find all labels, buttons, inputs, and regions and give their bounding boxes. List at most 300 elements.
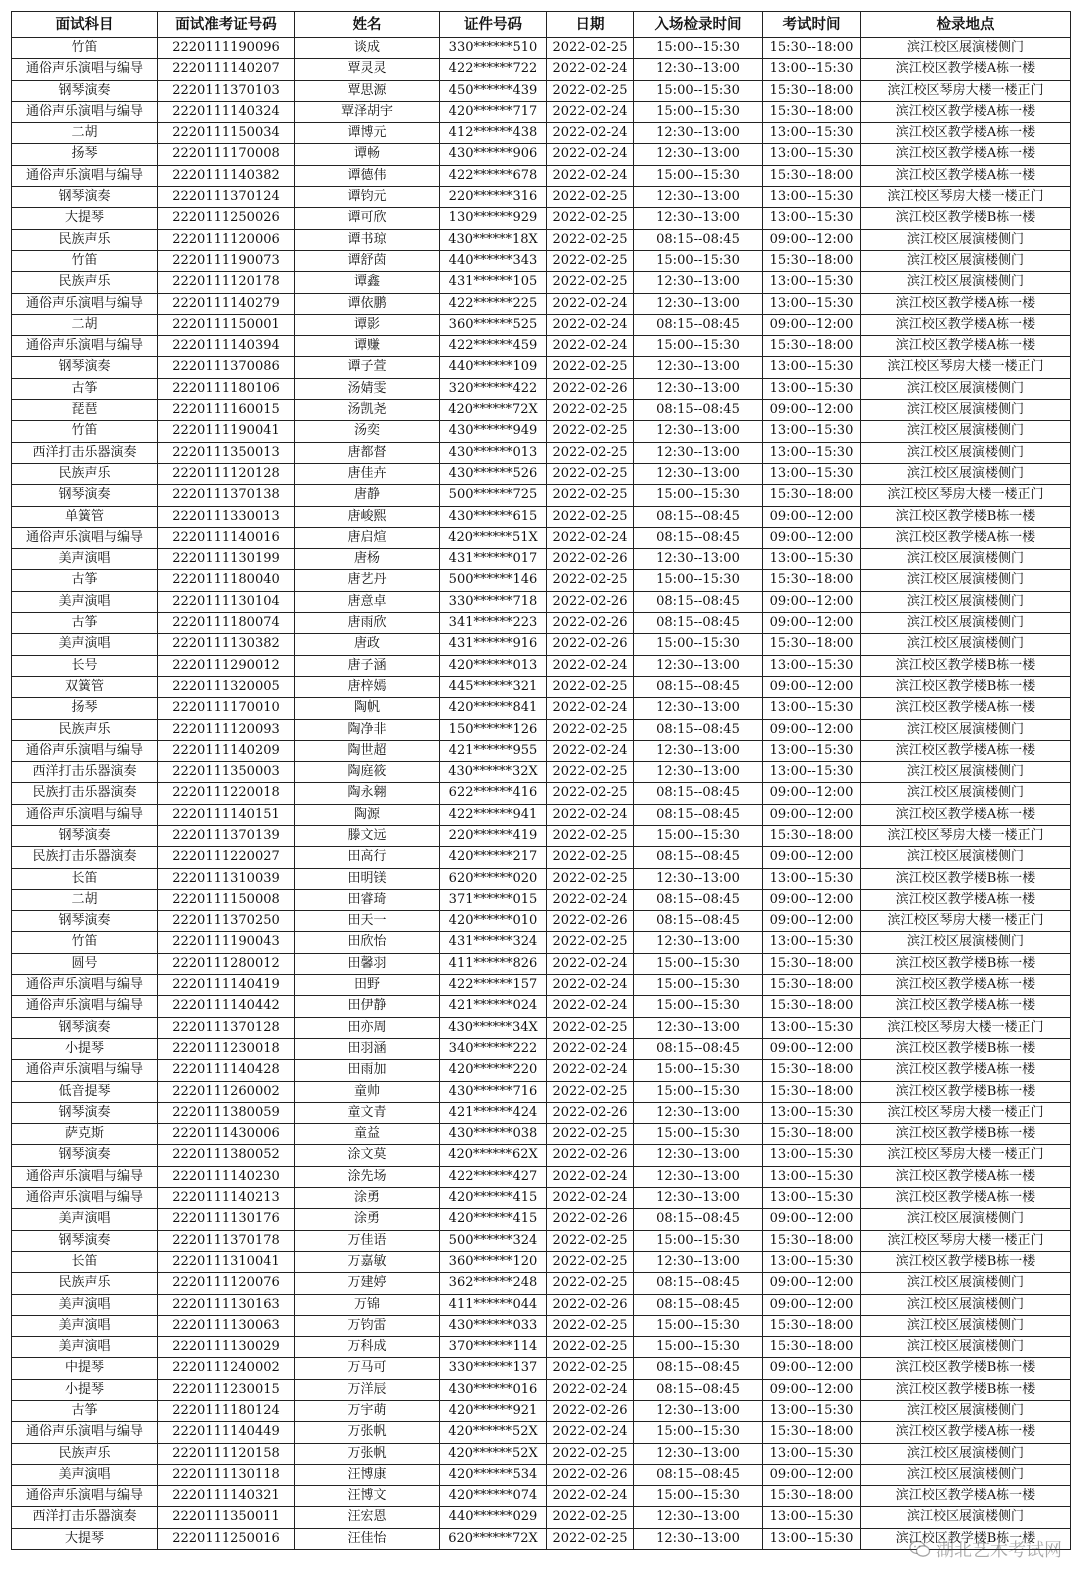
table-row	[12, 975, 1071, 996]
cell-name: 唐杨	[295, 549, 440, 570]
watermark	[909, 1536, 1062, 1562]
exam-schedule-sheet	[11, 11, 1071, 1550]
cell-checkin-location: 滨江校区展演楼侧门	[861, 570, 1071, 591]
table-row	[12, 378, 1071, 399]
cell-subject: 钢琴演奏	[12, 80, 158, 101]
cell-id-number: 620******020	[440, 868, 547, 889]
cell-exam-time: 13:00--15:30	[763, 293, 861, 314]
cell-id-number: 500******725	[440, 485, 547, 506]
cell-checkin-time: 08:15--08:45	[634, 889, 763, 910]
cell-ticket-number: 2220111220018	[158, 783, 295, 804]
cell-name: 谭子萱	[295, 357, 440, 378]
cell-id-number: 420******52X	[440, 1422, 547, 1443]
cell-date: 2022-02-24	[547, 1060, 634, 1081]
cell-id-number: 431******916	[440, 634, 547, 655]
cell-name: 唐静	[295, 485, 440, 506]
cell-id-number: 622******416	[440, 783, 547, 804]
cell-subject: 民族声乐	[12, 719, 158, 740]
cell-checkin-time: 12:30--13:00	[634, 378, 763, 399]
cell-date: 2022-02-26	[547, 1209, 634, 1230]
cell-ticket-number: 2220111350011	[158, 1507, 295, 1528]
cell-date: 2022-02-26	[547, 549, 634, 570]
cell-checkin-time: 15:00--15:30	[634, 634, 763, 655]
cell-checkin-location: 滨江校区展演楼侧门	[861, 38, 1071, 59]
cell-ticket-number: 2220111170008	[158, 144, 295, 165]
cell-name: 唐梓嫣	[295, 676, 440, 697]
cell-checkin-time: 12:30--13:00	[634, 762, 763, 783]
cell-date: 2022-02-25	[547, 570, 634, 591]
cell-date: 2022-02-25	[547, 932, 634, 953]
cell-id-number: 430******906	[440, 144, 547, 165]
cell-subject: 美声演唱	[12, 591, 158, 612]
cell-exam-time: 13:00--15:30	[763, 208, 861, 229]
cell-checkin-time: 08:15--08:45	[634, 400, 763, 421]
cell-ticket-number: 2220111130176	[158, 1209, 295, 1230]
cell-name: 汪博文	[295, 1486, 440, 1507]
cell-exam-time: 15:30--18:00	[763, 1124, 861, 1145]
table-row	[12, 101, 1071, 122]
cell-date: 2022-02-26	[547, 1464, 634, 1485]
cell-ticket-number: 2220111140279	[158, 293, 295, 314]
cell-id-number: 420******841	[440, 698, 547, 719]
cell-exam-time: 13:00--15:30	[763, 549, 861, 570]
cell-name: 万嘉敏	[295, 1251, 440, 1272]
cell-ticket-number: 2220111370138	[158, 485, 295, 506]
cell-subject: 钢琴演奏	[12, 825, 158, 846]
cell-exam-time: 13:00--15:30	[763, 1507, 861, 1528]
cell-checkin-time: 12:30--13:00	[634, 123, 763, 144]
table-row	[12, 1273, 1071, 1294]
cell-checkin-location: 滨江校区教学楼A栋一楼	[861, 1422, 1071, 1443]
cell-date: 2022-02-25	[547, 868, 634, 889]
table-header	[12, 12, 1071, 38]
header-subject: 面试科目	[12, 12, 158, 38]
cell-subject: 西洋打击乐器演奏	[12, 762, 158, 783]
cell-checkin-location: 滨江校区展演楼侧门	[861, 1315, 1071, 1336]
cell-checkin-location: 滨江校区教学楼A栋一楼	[861, 293, 1071, 314]
cell-checkin-time: 12:30--13:00	[634, 187, 763, 208]
cell-ticket-number: 2220111310041	[158, 1251, 295, 1272]
cell-subject: 古筝	[12, 378, 158, 399]
cell-checkin-location: 滨江校区教学楼A栋一楼	[861, 975, 1071, 996]
cell-subject: 美声演唱	[12, 1209, 158, 1230]
cell-id-number: 420******534	[440, 1464, 547, 1485]
cell-checkin-location: 滨江校区展演楼侧门	[861, 1401, 1071, 1422]
cell-id-number: 440******343	[440, 250, 547, 271]
cell-subject: 中提琴	[12, 1358, 158, 1379]
cell-checkin-time: 08:15--08:45	[634, 1294, 763, 1315]
cell-id-number: 430******32X	[440, 762, 547, 783]
cell-name: 谭可欣	[295, 208, 440, 229]
cell-ticket-number: 2220111140213	[158, 1188, 295, 1209]
cell-date: 2022-02-25	[547, 1251, 634, 1272]
table-row	[12, 272, 1071, 293]
cell-checkin-time: 08:15--08:45	[634, 719, 763, 740]
cell-checkin-location: 滨江校区教学楼A栋一楼	[861, 740, 1071, 761]
cell-name: 田馨羽	[295, 953, 440, 974]
cell-id-number: 341******223	[440, 613, 547, 634]
cell-checkin-location: 滨江校区展演楼侧门	[861, 1209, 1071, 1230]
cell-name: 汤婧雯	[295, 378, 440, 399]
table-row	[12, 634, 1071, 655]
cell-id-number: 421******024	[440, 996, 547, 1017]
table-row	[12, 229, 1071, 250]
cell-ticket-number: 2220111370139	[158, 825, 295, 846]
cell-exam-time: 13:00--15:30	[763, 932, 861, 953]
cell-date: 2022-02-25	[547, 1507, 634, 1528]
cell-id-number: 360******120	[440, 1251, 547, 1272]
cell-id-number: 430******038	[440, 1124, 547, 1145]
header-exam-time: 考试时间	[763, 12, 861, 38]
cell-name: 滕文远	[295, 825, 440, 846]
cell-date: 2022-02-25	[547, 485, 634, 506]
table-row	[12, 570, 1071, 591]
header-name: 姓名	[295, 12, 440, 38]
cell-checkin-location: 滨江校区展演楼侧门	[861, 1273, 1071, 1294]
cell-ticket-number: 2220111140382	[158, 165, 295, 186]
table-row	[12, 1422, 1071, 1443]
cell-checkin-location: 滨江校区展演楼侧门	[861, 378, 1071, 399]
cell-checkin-location: 滨江校区教学楼B栋一楼	[861, 1124, 1071, 1145]
cell-name: 陶源	[295, 804, 440, 825]
cell-id-number: 330******510	[440, 38, 547, 59]
cell-date: 2022-02-24	[547, 1188, 634, 1209]
cell-checkin-location: 滨江校区教学楼A栋一楼	[861, 123, 1071, 144]
cell-ticket-number: 2220111130063	[158, 1315, 295, 1336]
cell-id-number: 330******718	[440, 591, 547, 612]
cell-ticket-number: 2220111350013	[158, 442, 295, 463]
cell-exam-time: 13:00--15:30	[763, 868, 861, 889]
cell-subject: 二胡	[12, 314, 158, 335]
cell-checkin-location: 滨江校区教学楼A栋一楼	[861, 698, 1071, 719]
cell-ticket-number: 2220111250016	[158, 1528, 295, 1549]
cell-checkin-time: 08:15--08:45	[634, 1464, 763, 1485]
cell-name: 田高行	[295, 847, 440, 868]
cell-name: 田欣怡	[295, 932, 440, 953]
cell-ticket-number: 2220111120093	[158, 719, 295, 740]
table-row	[12, 1401, 1071, 1422]
cell-date: 2022-02-24	[547, 1166, 634, 1187]
cell-exam-time: 13:00--15:30	[763, 1102, 861, 1123]
cell-name: 汤凯尧	[295, 400, 440, 421]
cell-date: 2022-02-24	[547, 1038, 634, 1059]
cell-date: 2022-02-24	[547, 123, 634, 144]
cell-name: 涂先场	[295, 1166, 440, 1187]
cell-checkin-location: 滨江校区展演楼侧门	[861, 400, 1071, 421]
cell-checkin-time: 12:30--13:00	[634, 144, 763, 165]
cell-checkin-time: 15:00--15:30	[634, 1081, 763, 1102]
cell-exam-time: 13:00--15:30	[763, 59, 861, 80]
cell-ticket-number: 2220111140449	[158, 1422, 295, 1443]
table-row	[12, 123, 1071, 144]
cell-exam-time: 15:30--18:00	[763, 1081, 861, 1102]
cell-date: 2022-02-25	[547, 229, 634, 250]
cell-date: 2022-02-24	[547, 336, 634, 357]
cell-checkin-time: 12:30--13:00	[634, 357, 763, 378]
cell-checkin-location: 滨江校区展演楼侧门	[861, 762, 1071, 783]
cell-checkin-time: 08:15--08:45	[634, 527, 763, 548]
cell-subject: 民族声乐	[12, 272, 158, 293]
table-row	[12, 463, 1071, 484]
cell-exam-time: 13:00--15:30	[763, 655, 861, 676]
cell-exam-time: 15:30--18:00	[763, 996, 861, 1017]
cell-subject: 美声演唱	[12, 549, 158, 570]
cell-checkin-location: 滨江校区展演楼侧门	[861, 719, 1071, 740]
cell-name: 田睿琦	[295, 889, 440, 910]
cell-ticket-number: 2220111140016	[158, 527, 295, 548]
cell-checkin-location: 滨江校区教学楼B栋一楼	[861, 953, 1071, 974]
cell-date: 2022-02-25	[547, 80, 634, 101]
cell-subject: 西洋打击乐器演奏	[12, 442, 158, 463]
cell-checkin-time: 15:00--15:30	[634, 165, 763, 186]
cell-checkin-time: 15:00--15:30	[634, 38, 763, 59]
cell-exam-time: 13:00--15:30	[763, 272, 861, 293]
cell-checkin-location: 滨江校区琴房大楼一楼正门	[861, 911, 1071, 932]
cell-subject: 通俗声乐演唱与编导	[12, 1060, 158, 1081]
cell-name: 谭钧元	[295, 187, 440, 208]
cell-ticket-number: 2220111180040	[158, 570, 295, 591]
table-row	[12, 1038, 1071, 1059]
cell-ticket-number: 2220111370128	[158, 1017, 295, 1038]
table-row	[12, 1017, 1071, 1038]
cell-name: 万张帆	[295, 1422, 440, 1443]
cell-checkin-location: 滨江校区教学楼A栋一楼	[861, 804, 1071, 825]
table-row	[12, 208, 1071, 229]
cell-exam-time: 09:00--12:00	[763, 783, 861, 804]
cell-subject: 民族打击乐器演奏	[12, 847, 158, 868]
cell-name: 谭赚	[295, 336, 440, 357]
cell-date: 2022-02-24	[547, 804, 634, 825]
cell-checkin-time: 08:15--08:45	[634, 613, 763, 634]
cell-ticket-number: 2220111370086	[158, 357, 295, 378]
cell-subject: 二胡	[12, 889, 158, 910]
cell-ticket-number: 2220111140207	[158, 59, 295, 80]
cell-checkin-location: 滨江校区教学楼B栋一楼	[861, 208, 1071, 229]
cell-date: 2022-02-25	[547, 506, 634, 527]
cell-checkin-location: 滨江校区展演楼侧门	[861, 847, 1071, 868]
cell-id-number: 440******109	[440, 357, 547, 378]
cell-date: 2022-02-26	[547, 911, 634, 932]
cell-date: 2022-02-25	[547, 421, 634, 442]
cell-ticket-number: 2220111180074	[158, 613, 295, 634]
cell-name: 陶帆	[295, 698, 440, 719]
cell-checkin-time: 12:30--13:00	[634, 208, 763, 229]
cell-date: 2022-02-24	[547, 975, 634, 996]
cell-name: 田羽涵	[295, 1038, 440, 1059]
cell-subject: 古筝	[12, 570, 158, 591]
cell-date: 2022-02-25	[547, 38, 634, 59]
cell-checkin-time: 15:00--15:30	[634, 1124, 763, 1145]
cell-exam-time: 13:00--15:30	[763, 1145, 861, 1166]
cell-id-number: 430******013	[440, 442, 547, 463]
cell-name: 万宇萌	[295, 1401, 440, 1422]
cell-ticket-number: 2220111160015	[158, 400, 295, 421]
cell-subject: 双簧管	[12, 676, 158, 697]
cell-exam-time: 09:00--12:00	[763, 1358, 861, 1379]
cell-name: 汤奕	[295, 421, 440, 442]
cell-checkin-time: 12:30--13:00	[634, 1145, 763, 1166]
cell-date: 2022-02-25	[547, 1315, 634, 1336]
cell-checkin-time: 12:30--13:00	[634, 655, 763, 676]
cell-subject: 圆号	[12, 953, 158, 974]
cell-subject: 竹笛	[12, 38, 158, 59]
cell-id-number: 420******51X	[440, 527, 547, 548]
cell-checkin-time: 08:15--08:45	[634, 1038, 763, 1059]
cell-date: 2022-02-24	[547, 101, 634, 122]
cell-date: 2022-02-25	[547, 676, 634, 697]
cell-id-number: 420******074	[440, 1486, 547, 1507]
cell-subject: 大提琴	[12, 1528, 158, 1549]
cell-checkin-time: 08:15--08:45	[634, 506, 763, 527]
header-date: 日期	[547, 12, 634, 38]
cell-ticket-number: 2220111140321	[158, 1486, 295, 1507]
cell-checkin-location: 滨江校区教学楼B栋一楼	[861, 1251, 1071, 1272]
cell-date: 2022-02-24	[547, 293, 634, 314]
cell-ticket-number: 2220111120076	[158, 1273, 295, 1294]
table-row	[12, 549, 1071, 570]
header-checkin-location: 检录地点	[861, 12, 1071, 38]
cell-exam-time: 15:30--18:00	[763, 975, 861, 996]
cell-name: 覃灵灵	[295, 59, 440, 80]
cell-checkin-time: 08:15--08:45	[634, 804, 763, 825]
cell-ticket-number: 2220111260002	[158, 1081, 295, 1102]
table-row	[12, 1379, 1071, 1400]
cell-checkin-location: 滨江校区教学楼A栋一楼	[861, 165, 1071, 186]
cell-subject: 小提琴	[12, 1038, 158, 1059]
cell-id-number: 420******217	[440, 847, 547, 868]
cell-checkin-location: 滨江校区展演楼侧门	[861, 613, 1071, 634]
cell-checkin-location: 滨江校区教学楼B栋一楼	[861, 676, 1071, 697]
cell-exam-time: 09:00--12:00	[763, 719, 861, 740]
cell-subject: 竹笛	[12, 421, 158, 442]
cell-checkin-time: 12:30--13:00	[634, 1166, 763, 1187]
cell-checkin-time: 12:30--13:00	[634, 1017, 763, 1038]
cell-name: 谭鑫	[295, 272, 440, 293]
cell-exam-time: 13:00--15:30	[763, 1017, 861, 1038]
cell-subject: 琵琶	[12, 400, 158, 421]
cell-subject: 通俗声乐演唱与编导	[12, 336, 158, 357]
cell-exam-time: 13:00--15:30	[763, 357, 861, 378]
cell-exam-time: 15:30--18:00	[763, 336, 861, 357]
table-row	[12, 698, 1071, 719]
table-row	[12, 655, 1071, 676]
cell-exam-time: 13:00--15:30	[763, 187, 861, 208]
cell-subject: 通俗声乐演唱与编导	[12, 165, 158, 186]
cell-checkin-location: 滨江校区展演楼侧门	[861, 463, 1071, 484]
cell-checkin-time: 15:00--15:30	[634, 80, 763, 101]
cell-exam-time: 13:00--15:30	[763, 1251, 861, 1272]
cell-ticket-number: 2220111350003	[158, 762, 295, 783]
cell-exam-time: 09:00--12:00	[763, 804, 861, 825]
cell-subject: 通俗声乐演唱与编导	[12, 996, 158, 1017]
cell-ticket-number: 2220111150001	[158, 314, 295, 335]
cell-checkin-time: 15:00--15:30	[634, 825, 763, 846]
cell-exam-time: 13:00--15:30	[763, 144, 861, 165]
cell-date: 2022-02-24	[547, 740, 634, 761]
cell-id-number: 420******921	[440, 1401, 547, 1422]
cell-date: 2022-02-25	[547, 442, 634, 463]
cell-exam-time: 09:00--12:00	[763, 400, 861, 421]
cell-id-number: 421******955	[440, 740, 547, 761]
cell-checkin-location: 滨江校区琴房大楼一楼正门	[861, 1230, 1071, 1251]
cell-checkin-time: 08:15--08:45	[634, 1379, 763, 1400]
cell-checkin-location: 滨江校区教学楼B栋一楼	[861, 1528, 1071, 1549]
cell-ticket-number: 2220111310039	[158, 868, 295, 889]
cell-checkin-time: 08:15--08:45	[634, 847, 763, 868]
table-row	[12, 1081, 1071, 1102]
table-row	[12, 783, 1071, 804]
cell-checkin-time: 15:00--15:30	[634, 1422, 763, 1443]
cell-subject: 钢琴演奏	[12, 1102, 158, 1123]
cell-date: 2022-02-26	[547, 591, 634, 612]
cell-ticket-number: 2220111140151	[158, 804, 295, 825]
cell-exam-time: 15:30--18:00	[763, 634, 861, 655]
cell-date: 2022-02-25	[547, 357, 634, 378]
cell-checkin-time: 12:30--13:00	[634, 932, 763, 953]
table-row	[12, 1102, 1071, 1123]
cell-checkin-location: 滨江校区教学楼A栋一楼	[861, 996, 1071, 1017]
cell-exam-time: 09:00--12:00	[763, 1294, 861, 1315]
table-row	[12, 1315, 1071, 1336]
cell-exam-time: 15:30--18:00	[763, 80, 861, 101]
cell-ticket-number: 2220111120006	[158, 229, 295, 250]
cell-subject: 美声演唱	[12, 1315, 158, 1336]
cell-exam-time: 13:00--15:30	[763, 1166, 861, 1187]
cell-checkin-location: 滨江校区教学楼B栋一楼	[861, 1379, 1071, 1400]
cell-checkin-location: 滨江校区教学楼A栋一楼	[861, 1486, 1071, 1507]
cell-checkin-location: 滨江校区教学楼B栋一楼	[861, 1081, 1071, 1102]
table-row	[12, 1251, 1071, 1272]
cell-date: 2022-02-26	[547, 613, 634, 634]
cell-exam-time: 13:00--15:30	[763, 421, 861, 442]
table-row	[12, 1358, 1071, 1379]
cell-checkin-time: 12:30--13:00	[634, 463, 763, 484]
cell-ticket-number: 2220111130163	[158, 1294, 295, 1315]
cell-checkin-location: 滨江校区展演楼侧门	[861, 250, 1071, 271]
cell-checkin-time: 12:30--13:00	[634, 1507, 763, 1528]
cell-exam-time: 13:00--15:30	[763, 1401, 861, 1422]
cell-checkin-time: 12:30--13:00	[634, 1102, 763, 1123]
cell-date: 2022-02-24	[547, 314, 634, 335]
cell-checkin-time: 12:30--13:00	[634, 1528, 763, 1549]
cell-exam-time: 09:00--12:00	[763, 506, 861, 527]
cell-id-number: 420******013	[440, 655, 547, 676]
cell-id-number: 450******439	[440, 80, 547, 101]
cell-checkin-location: 滨江校区展演楼侧门	[861, 1507, 1071, 1528]
cell-id-number: 420******220	[440, 1060, 547, 1081]
cell-date: 2022-02-24	[547, 996, 634, 1017]
cell-ticket-number: 2220111180124	[158, 1401, 295, 1422]
cell-checkin-time: 08:15--08:45	[634, 1358, 763, 1379]
cell-id-number: 411******826	[440, 953, 547, 974]
cell-subject: 扬琴	[12, 698, 158, 719]
cell-name: 万锦	[295, 1294, 440, 1315]
cell-name: 谭舒茵	[295, 250, 440, 271]
cell-checkin-time: 12:30--13:00	[634, 293, 763, 314]
cell-date: 2022-02-24	[547, 1422, 634, 1443]
cell-name: 涂勇	[295, 1188, 440, 1209]
cell-checkin-time: 15:00--15:30	[634, 1315, 763, 1336]
table-row	[12, 293, 1071, 314]
cell-name: 陶永翱	[295, 783, 440, 804]
cell-date: 2022-02-26	[547, 1401, 634, 1422]
cell-id-number: 220******316	[440, 187, 547, 208]
cell-exam-time: 09:00--12:00	[763, 847, 861, 868]
cell-name: 谭畅	[295, 144, 440, 165]
cell-ticket-number: 2220111330013	[158, 506, 295, 527]
table-row	[12, 38, 1071, 59]
cell-exam-time: 13:00--15:30	[763, 1443, 861, 1464]
